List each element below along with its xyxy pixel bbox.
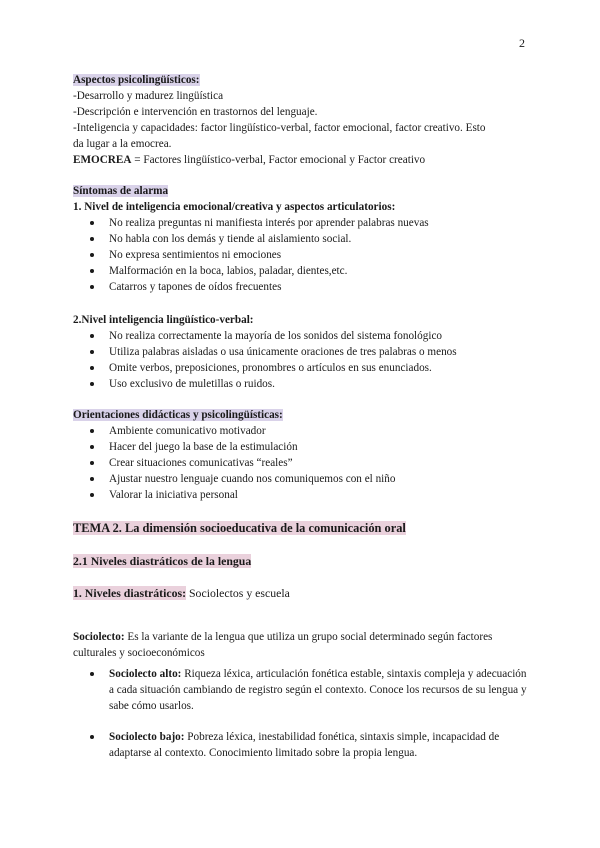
page-number: 2 <box>519 36 525 50</box>
aspectos-line: -Desarrollo y madurez lingüística <box>73 90 224 102</box>
aspectos-title: Aspectos psicolingüísticos: <box>73 74 200 86</box>
list-item <box>73 729 533 761</box>
list-item: Catarros y tapones de oídos frecuentes <box>73 279 533 295</box>
sociolecto-alto-term: Sociolecto alto: <box>109 668 182 680</box>
aspectos-line: -Descripción e intervención en trastornos del lenguaje. <box>73 106 318 118</box>
tema2-title: TEMA 2. La dimensión socioeducativa de la comunicación oral <box>73 521 406 535</box>
sociolecto-definition: Es la variante de la lengua que utiliza un grupo social determinado según factores culturales y socioeconómicos <box>73 631 493 660</box>
emocrea-definition: = Factores lingüístico-verbal, Factor emocional y Factor creativo <box>131 154 426 166</box>
sociolecto-bajo-term: Sociolecto bajo: <box>109 731 185 743</box>
sociolecto-bajo-definition: Pobreza léxica, inestabilidad fonética, sintaxis simple, incapacidad de adaptarse al contexto. Conocimiento limitado sobre la propia lengua. <box>109 731 500 759</box>
list-item <box>73 666 533 714</box>
list-item: Uso exclusivo de muletillas o ruidos. <box>73 376 533 392</box>
niveles-subtitle: Sociolectos y escuela <box>186 586 290 600</box>
list-item: Crear situaciones comunicativas “reales” <box>73 455 533 471</box>
list-item: No expresa sentimientos ni emociones <box>73 247 533 263</box>
list-item: Utiliza palabras aisladas o usa únicamente oraciones de tres palabras o menos <box>73 344 533 360</box>
tema2-heading-block <box>73 520 533 537</box>
sintomas-section <box>73 183 533 295</box>
orientaciones-section <box>73 407 533 503</box>
sociolecto-bajo-list <box>73 729 533 761</box>
nivel2-list <box>73 328 533 392</box>
sociolecto-alto-definition: Riqueza léxica, articulación fonética estable, sintaxis compleja y adecuación a cada situación cambiando de registro según el contexto. Conoce los recursos de su lengua y sabe cómo usarlos. <box>109 668 527 712</box>
list-item: Hacer del juego la base de la estimulación <box>73 439 533 455</box>
nivel1-title: 1. Nivel de inteligencia emocional/creativa y aspectos articulatorios: <box>73 201 396 213</box>
list-item: Malformación en la boca, labios, paladar, dientes,etc. <box>73 263 533 279</box>
list-item: Omite verbos, preposiciones, pronombres o artículos en sus enunciados. <box>73 360 533 376</box>
emocrea-line <box>73 152 533 168</box>
nivel2-title: 2.Nivel inteligencia lingüístico-verbal: <box>73 314 254 326</box>
sec21-title: 2.1 Niveles diastráticos de la lengua <box>73 554 252 568</box>
aspectos-section <box>73 72 533 168</box>
sociolecto-term: Sociolecto: <box>73 631 125 644</box>
sociolecto-alto-list <box>73 666 533 714</box>
list-item: Ambiente comunicativo motivador <box>73 423 533 439</box>
list-item: No realiza preguntas ni manifiesta interés por aprender palabras nuevas <box>73 215 533 231</box>
list-item: No realiza correctamente la mayoría de los sonidos del sistema fonológico <box>73 328 533 344</box>
sintomas-title: Síntomas de alarma <box>73 185 169 197</box>
niveles-heading-block <box>73 585 533 601</box>
sociolecto-bajo-block <box>73 729 533 761</box>
emocrea-term: EMOCREA <box>73 154 132 166</box>
list-item: No habla con los demás y tiende al aislamiento social. <box>73 231 533 247</box>
aspectos-line: -Inteligencia y capacidades: factor lingüístico-verbal, factor emocional, factor creativo. Esto <box>73 122 486 134</box>
orientaciones-list <box>73 423 533 503</box>
nivel2-section <box>73 312 533 392</box>
niveles-title: 1. Niveles diastráticos: <box>73 586 187 600</box>
aspectos-line: da lugar a la emocrea. <box>73 138 172 150</box>
sec21-heading-block <box>73 553 533 570</box>
orientaciones-title: Orientaciones didácticas y psicolingüísticas: <box>73 409 283 421</box>
list-item: Valorar la iniciativa personal <box>73 487 533 503</box>
list-item: Ajustar nuestro lenguaje cuando nos comuniquemos con el niño <box>73 471 533 487</box>
sociolecto-paragraph <box>73 629 533 661</box>
sociolecto-alto-block <box>73 666 533 714</box>
nivel1-list <box>73 215 533 295</box>
sociolecto-definition-block <box>73 618 533 672</box>
